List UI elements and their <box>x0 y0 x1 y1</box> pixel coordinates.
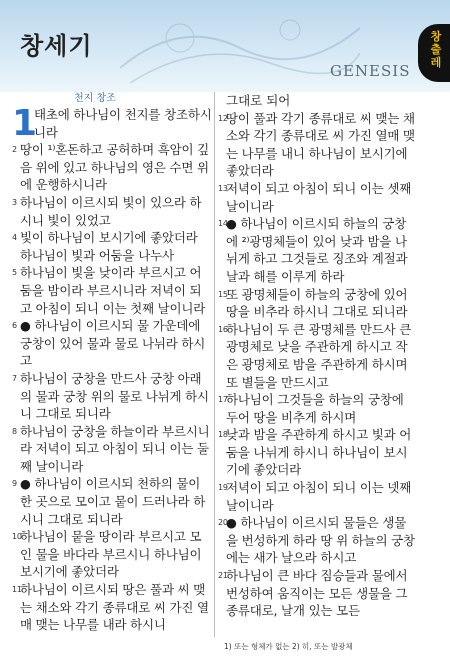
header-pattern-graphic <box>120 8 360 88</box>
verse <box>218 426 418 479</box>
verse-number: 14 <box>218 219 228 229</box>
verse <box>12 229 212 264</box>
verse <box>218 321 418 391</box>
verse-text: 하나님이 궁창을 만드사 궁창 아래의 물과 궁창 위의 물로 나뉘게 하시니 그대로 되니라 <box>20 370 209 422</box>
verse <box>218 391 418 426</box>
verse-number: 3 <box>12 197 17 207</box>
book-english-title: GENESIS <box>330 62 411 80</box>
left-column <box>12 92 212 634</box>
verse <box>12 264 212 317</box>
chapter-number: 1 <box>12 103 38 144</box>
verse-number: 18 <box>218 430 228 440</box>
verse-text: ● 하나님이 이르시되 천하의 물이 한 곳으로 모이고 뭍이 드러나라 하시니 그대로 되니라 <box>20 476 206 527</box>
column-divider <box>214 92 215 637</box>
verse-continuation: 그대로 되어 <box>226 93 291 108</box>
verse-text: ● 하나님이 이르시되 하늘의 궁창에 ²⁾광명체들이 있어 낮과 밤을 나뉘게 하고 그것들로 징조와 계절과 날과 해를 이루게 하라 <box>226 216 408 284</box>
verse-number: 16 <box>218 324 228 334</box>
verse-text: 또 광명체들이 하늘의 궁창에 있어 땅을 비추라 하시니 그대로 되니라 <box>226 286 408 320</box>
verse-number: 8 <box>12 426 17 436</box>
verse-text: 하나님이 뭍을 땅이라 부르시고 모인 물을 바다라 부르시니 하나님이 보시기에 좋았더라 <box>20 529 202 580</box>
verse <box>218 479 418 514</box>
verse-text: ● 하나님이 이르시되 물들은 생물을 번성하게 하라 땅 위 하늘의 궁창에는 새가 날으라 하시고 <box>226 515 415 566</box>
verse <box>12 141 212 194</box>
verse <box>218 215 418 285</box>
verse-number: 21 <box>218 571 228 581</box>
verse <box>218 567 418 620</box>
verse-text: 저녁이 되고 아침이 되니 이는 셋째 날이니라 <box>226 180 412 214</box>
verse-text: 하나님이 이르시되 빛이 있으라 하시니 빛이 있었고 <box>20 194 202 228</box>
verse <box>12 423 212 476</box>
verse-text: 빛이 하나님이 보시기에 좋았더라 하나님이 빛과 어둠을 나누사 <box>20 230 198 263</box>
verse <box>218 110 418 180</box>
verse-text: 낮과 밤을 주관하게 하시고 빛과 어둠을 나뉘게 하시니 하나님이 보시기에 좋았더라 <box>226 427 412 478</box>
verse-text: 하나님이 큰 바다 짐승들과 물에서 번성하여 움직이는 모든 생물을 그 종류대로, 날개 있는 모든 <box>226 568 408 619</box>
verse <box>12 370 212 423</box>
verse-text: ● 하나님이 이르시되 물 가운데에 궁창이 있어 물과 물로 나뉘라 하시고 <box>20 318 206 369</box>
verse-number: 10 <box>12 532 22 542</box>
verse-number: 15 <box>218 289 228 299</box>
book-title: 창세기 <box>20 32 93 60</box>
verse-text: 하나님이 궁창을 하늘이라 부르시니라 저녁이 되고 아침이 되니 이는 둘째 날이니라 <box>20 423 210 474</box>
footnote: 1) 또는 형체가 없는 2) 히, 또는 발광체 <box>224 642 353 651</box>
verse-text: 하나님이 그것들을 하늘의 궁창에 두어 땅을 비추게 하시며 <box>226 392 404 425</box>
verse-text: 하나님이 두 큰 광명체를 만드사 큰 광명체로 낮을 주관하게 하시고 작은 광명체로 밤을 주관하게 하시며 또 별들을 만드시고 <box>226 321 412 390</box>
thumb-index-label: 창출레 <box>430 30 442 69</box>
verse-number: 17 <box>218 395 228 405</box>
verse-number: 6 <box>12 321 17 331</box>
verse <box>218 514 418 567</box>
verse <box>12 528 212 581</box>
verse-text: 하나님이 빛을 낮이라 부르시고 어둠을 밤이라 부르시니라 저녁이 되고 아침이 되니 이는 첫째 날이니라 <box>20 265 206 316</box>
verse <box>12 194 212 229</box>
verse-number: 20 <box>218 518 228 528</box>
verse-number: 4 <box>12 233 17 243</box>
verse-text: 태초에 하나님이 천지를 창조하시니라 <box>34 107 212 140</box>
verse <box>12 106 212 141</box>
right-column <box>218 92 418 620</box>
section-heading: 천지 창조 <box>74 93 116 104</box>
verse-number: 12 <box>218 113 228 123</box>
verse-number: 11 <box>12 585 22 595</box>
verse-number: 7 <box>12 373 17 383</box>
verse-text: 땅이 풀과 각기 종류대로 씨 맺는 채소와 각기 종류대로 씨 가진 열매 맺는 나무를 내니 하나님이 보시기에 좋았더라 <box>226 110 415 179</box>
verse-number: 9 <box>12 479 17 489</box>
verse <box>218 180 418 215</box>
verse-number: 13 <box>218 183 228 193</box>
verse <box>218 286 418 321</box>
verse <box>12 475 212 528</box>
verse <box>12 317 212 370</box>
verse-number: 2 <box>12 145 17 155</box>
verse-number: 5 <box>12 268 17 278</box>
verse-text: 저녁이 되고 아침이 되니 이는 넷째 날이니라 <box>226 480 412 513</box>
verse <box>12 581 212 634</box>
verse-number: 19 <box>218 483 228 493</box>
verse-text: 하나님이 이르시되 땅은 풀과 씨 맺는 채소와 각기 종류대로 씨 가진 열매 맺는 나무를 내라 하시니 <box>20 582 209 633</box>
verse-text: 땅이 ¹⁾혼돈하고 공허하며 흑암이 깊음 위에 있고 하나님의 영은 수면 위에 운행하시니라 <box>20 142 210 193</box>
